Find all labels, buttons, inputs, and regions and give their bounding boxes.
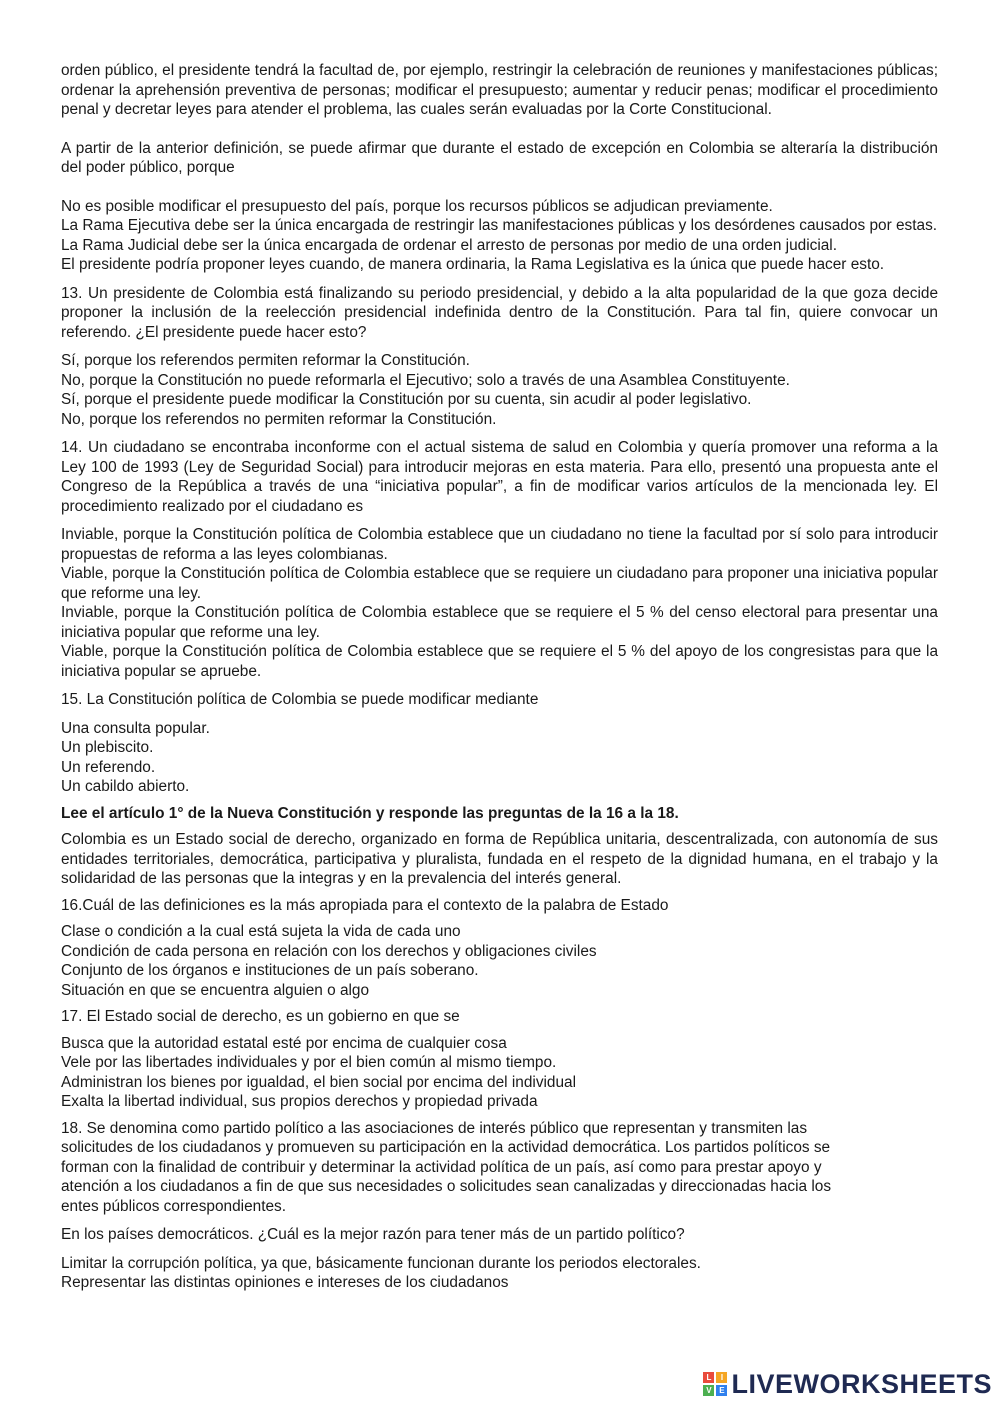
question-15: 15. La Constitución política de Colombia se puede modificar mediante [61,691,539,708]
q18-line: 18. Se denomina como partido político a las asociaciones de interés público que representan y transmiten las [61,1119,808,1137]
answer-option[interactable]: La Rama Judicial debe ser la única encargada de ordenar el arresto de personas por medio de una orden judicial. [61,236,838,254]
question-16: 16.Cuál de las definiciones es la más apropiada para el contexto de la palabra de Estado [61,896,669,914]
logo-mark-icon [703,1372,727,1396]
question-13: 13. Un presidente de Colombia está finalizando su periodo presidencial, y debido a la alta popularidad de la que goza decide proponer la inclusión de la reelección presidencial indefinida dentro de la Constitución. Para tal fin, quiere convocar un referendo. ¿El presidente puede hacer esto? [61,284,938,341]
logo-letter: V [703,1385,714,1396]
logo-letter: L [703,1372,714,1383]
q13-options [61,351,938,429]
answer-option[interactable]: Clase o condición a la cual está sujeta la vida de cada uno [61,923,461,940]
answer-option[interactable]: Un cabildo abierto. [61,778,190,795]
answer-option[interactable]: Viable, porque la Constitución política de Colombia establece que se requiere un ciudadano para proponer una iniciativa popular que reforme una ley. [61,565,938,602]
answer-option[interactable]: Representar las distintas opiniones e intereses de los ciudadanos [61,1274,509,1291]
section-heading: Lee el artículo 1° de la Nueva Constitución y responde las preguntas de la 16 a la 18. [61,804,679,822]
answer-option[interactable]: Un plebiscito. [61,739,154,756]
question-17: 17. El Estado social de derecho, es un gobierno en que se [61,1008,460,1025]
q17-options [61,1034,938,1112]
q18-options [61,1254,938,1293]
answer-option[interactable]: Situación en que se encuentra alguien o algo [61,981,370,999]
answer-option[interactable]: Exalta la libertad individual, sus propios derechos y propiedad privada [61,1093,538,1110]
q18-line: entes públicos correspondientes. [61,1197,287,1215]
intro-options [61,197,938,275]
answer-option[interactable]: Inviable, porque la Constitución política de Colombia establece que un ciudadano no tiene la facultad por sí solo para introducir propuestas de reforma a las leyes colombianas. [61,526,938,563]
answer-option[interactable]: Sí, porque los referendos permiten reformar la Constitución. [61,352,470,369]
logo-wordmark: LIVEWORKSHEETS [731,1368,992,1399]
intro-paragraph: orden público, el presidente tendrá la facultad de, por ejemplo, restringir la celebración de reuniones y manifestaciones públicas; ordenar la aprehensión preventiva de personas; modificar el presupuesto; aumentar y reducir penas; modificar el procedimiento penal y decretar leyes para atender el problema, las cuales serán evaluadas por la Corte Constitucional. [61,62,938,118]
intro-question: A partir de la anterior definición, se puede afirmar que durante el estado de excepción en Colombia se alteraría la distribución del poder público, porque [61,139,938,176]
answer-option[interactable]: Sí, porque el presidente puede modificar la Constitución por su cuenta, sin acudir al poder legislativo. [61,391,752,408]
liveworksheets-logo[interactable] [703,1367,992,1401]
answer-option[interactable]: Viable, porque la Constitución política de Colombia establece que se requiere el 5 % del apoyo de los congresistas para que la iniciativa popular se apruebe. [61,643,938,680]
q18-line: forman con la finalidad de contribuir y determinar la actividad política de un país, así como para prestar apoyo y [61,1158,822,1176]
answer-option[interactable]: Administran los bienes por igualdad, el bien social por encima del individual [61,1073,577,1091]
answer-option[interactable]: No, porque la Constitución no puede reformarla el Ejecutivo; solo a través de una Asamblea Constituyente. [61,371,790,389]
answer-option[interactable]: Una consulta popular. [61,719,210,737]
logo-letter: I [716,1372,727,1383]
question-14: 14. Un ciudadano se encontraba inconforme con el actual sistema de salud en Colombia y quería promover una reforma a la Ley 100 de 1993 (Ley de Seguridad Social) para introducir mejoras en esta materia. Para ello, presentó una propuesta ante el Congreso de la República a través de una “iniciativa popular”, a fin de modificar varios artículos de la mencionada ley. El procedimiento realizado por el ciudadano es [61,439,938,515]
question-18-text [61,1119,938,1217]
q18-line: atención a los ciudadanos a fin de que sus necesidades o solicitudes sean canalizadas y direccionadas hacia los [61,1178,832,1195]
answer-option[interactable]: Un referendo. [61,758,156,776]
answer-option[interactable]: No es posible modificar el presupuesto del país, porque los recursos públicos se adjudican previamente. [61,197,773,215]
answer-option[interactable]: La Rama Ejecutiva debe ser la única encargada de restringir las manifestaciones públicas y los desórdenes causados por estas. [61,217,938,234]
answer-option[interactable]: Inviable, porque la Constitución política de Colombia establece que se requiere el 5 % del censo electoral para presentar una iniciativa popular que reforme una ley. [61,604,938,641]
q18-line: solicitudes de los ciudadanos y promueven su participación en la actividad democrática. Los partidos políticos se [61,1139,831,1156]
answer-option[interactable]: Busca que la autoridad estatal esté por encima de cualquier cosa [61,1034,507,1052]
answer-option[interactable]: Limitar la corrupción política, ya que, básicamente funcionan durante los periodos electorales. [61,1254,701,1272]
answer-option[interactable]: El presidente podría proponer leyes cuando, de manera ordinaria, la Rama Legislativa es la única que puede hacer esto. [61,256,885,273]
article-text: Colombia es un Estado social de derecho, organizado en forma de República unitaria, descentralizada, con autonomía de sus entidades territoriales, democrática, participativa y pluralista, fundada en el respeto de la dignidad humana, en el trabajo y la solidaridad de las personas que la integras y en la prevalencia del interés general. [61,831,938,887]
q16-options [61,922,938,1000]
answer-option[interactable]: Condición de cada persona en relación con los derechos y obligaciones civiles [61,942,597,960]
answer-option[interactable]: Conjunto de los órganos e instituciones de un país soberano. [61,962,479,979]
q14-options [61,525,938,681]
question-18: En los países democráticos. ¿Cuál es la mejor razón para tener más de un partido político? [61,1226,685,1243]
answer-option[interactable]: Vele por las libertades individuales y por el bien común al mismo tiempo. [61,1054,557,1071]
q15-options [61,719,938,797]
worksheet-page [61,61,938,1293]
logo-letter: E [716,1385,727,1396]
answer-option[interactable]: No, porque los referendos no permiten reformar la Constitución. [61,410,497,428]
